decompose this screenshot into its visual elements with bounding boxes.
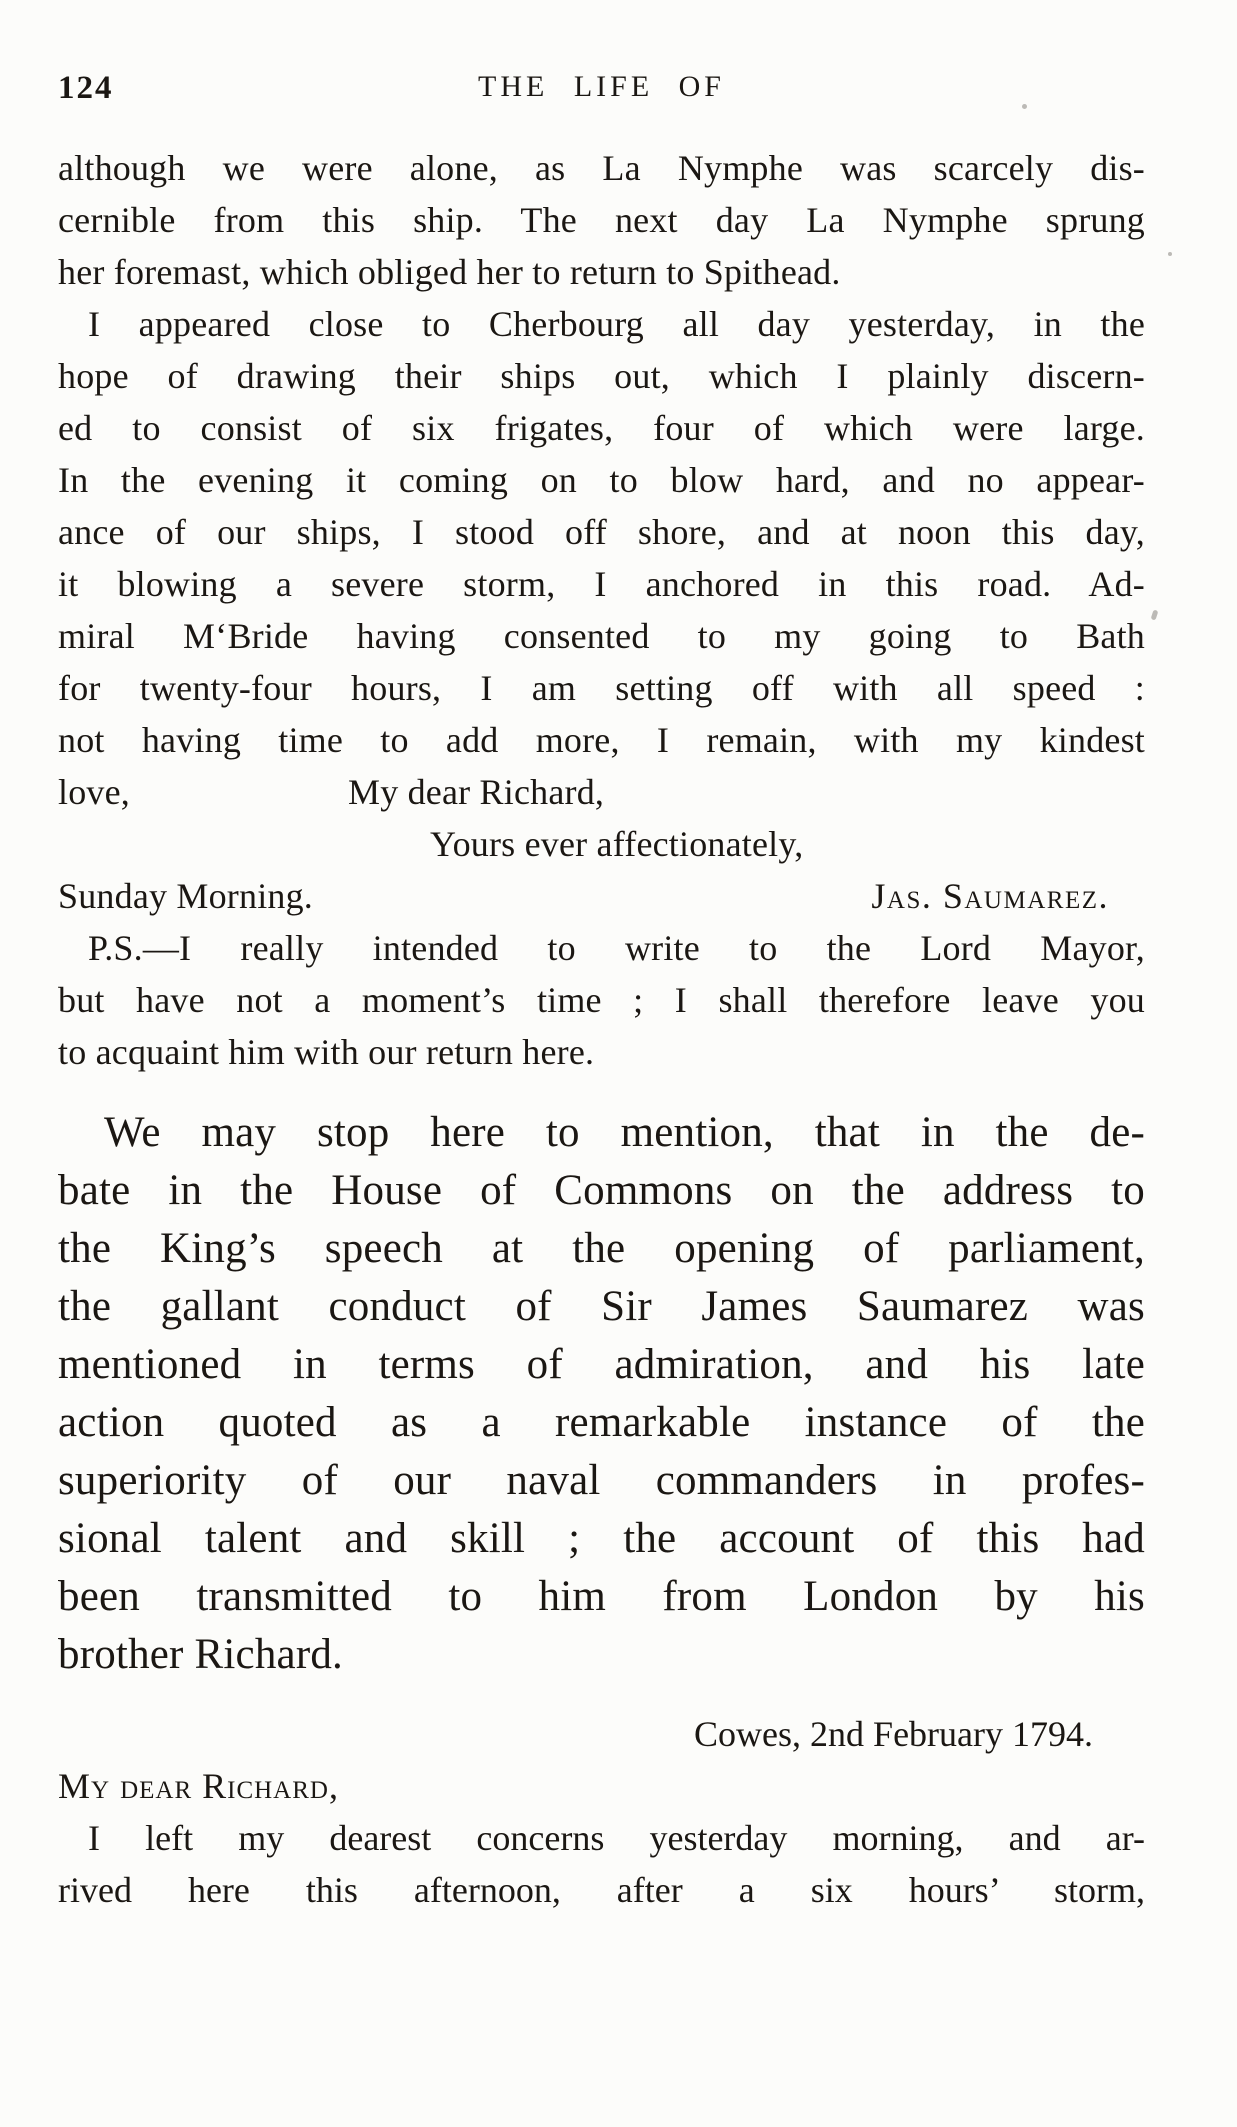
page-number: 124 [58,70,114,106]
closing-word: love, [58,772,130,812]
text-line: not having time to add more, I remain, with my kindest [58,720,1145,760]
letter-place-date: Cowes, 2nd February 1794. [694,1714,1093,1754]
running-title: THE LIFE OF [478,70,725,103]
text-line: action quoted as a remarkable instance of the [58,1399,1145,1446]
text-line: been transmitted to him from London by his [58,1573,1145,1620]
letter-dateline: Sunday Morning. [58,876,313,916]
text-line: bate in the House of Commons on the address to [58,1167,1145,1214]
narrative-paragraph [58,1104,1145,1684]
letter-signature: Jas. Saumarez. [871,876,1109,916]
text-line: it blowing a severe storm, I anchored in this road. Ad- [58,564,1145,604]
text-line: the King’s speech at the opening of parliament, [58,1225,1145,1272]
scan-speck [1168,252,1172,256]
second-letter [58,1708,1145,1916]
text-line: for twenty-four hours, I am setting off with all speed : [58,668,1145,708]
text-line: I appeared close to Cherbourg all day yesterday, in the [88,304,1145,344]
text-line: mentioned in terms of admiration, and his late [58,1341,1145,1388]
text-line: brother Richard. [58,1631,343,1678]
first-letter [58,142,1145,1078]
text-line: superiority of our naval commanders in profes- [58,1457,1145,1504]
text-line: rived here this afternoon, after a six hours’ storm, [58,1870,1145,1910]
text-line: to acquaint him with our return here. [58,1032,595,1072]
letter-salutation: My dear Richard, [347,772,605,812]
scan-speck [1022,104,1027,109]
text-line: miral M‘Bride having consented to my going to Bath [58,616,1145,656]
page-header [58,70,1145,110]
letter-closing-line [58,766,1145,818]
text-line: although we were alone, as La Nymphe was scarcely dis- [58,148,1145,188]
text-line: the gallant conduct of Sir James Saumarez was [58,1283,1145,1330]
scan-speck [1151,609,1159,620]
text-line: ed to consist of six frigates, four of which were large. [58,408,1145,448]
letter-salutation: My dear Richard, [58,1766,339,1806]
text-line: hope of drawing their ships out, which I plainly discern- [58,356,1145,396]
text-line: We may stop here to mention, that in the de- [104,1109,1145,1156]
text-line: I left my dearest concerns yesterday morning, and ar- [88,1818,1145,1858]
text-line: but have not a moment’s time ; I shall therefore leave you [58,980,1145,1020]
text-line: her foremast, which obliged her to return to Spithead. [58,252,841,292]
text-line: cernible from this ship. The next day La Nymphe sprung [58,200,1145,240]
signature-row [58,870,1145,922]
letter-valediction: Yours ever affectionately, [430,824,804,864]
text-line: sional talent and skill ; the account of this had [58,1515,1145,1562]
text-line: P.S.—I really intended to write to the Lord Mayor, [88,928,1145,968]
text-line: ance of our ships, I stood off shore, and at noon this day, [58,512,1145,552]
text-line: In the evening it coming on to blow hard, and no appear- [58,460,1145,500]
